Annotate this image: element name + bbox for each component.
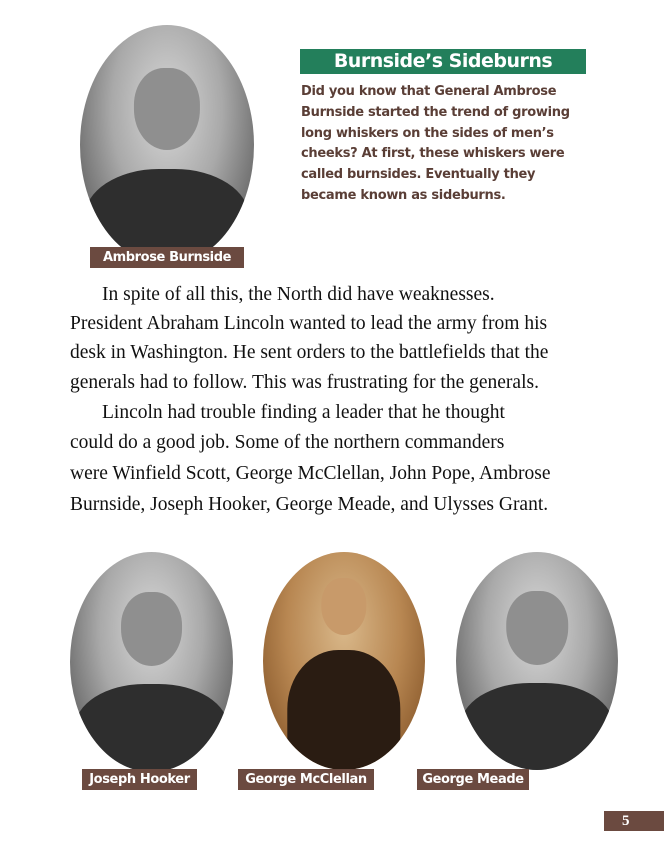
portrait-uniform: [287, 650, 400, 770]
sidebar-line: cheeks? At first, these whiskers were: [301, 146, 565, 162]
body-text-line: were Winfield Scott, George McClellan, John Pope, Ambrose: [70, 463, 551, 484]
caption-ambrose-burnside: Ambrose Burnside: [90, 247, 244, 268]
portrait-uniform: [460, 683, 614, 770]
caption-george-meade: George Meade: [417, 769, 529, 790]
portrait-head: [134, 68, 200, 150]
portrait-head: [321, 578, 366, 635]
page-number: 5: [604, 811, 664, 831]
sidebar-line: long whiskers on the sides of men’s: [301, 125, 554, 141]
sidebar-title: Burnside’s Sideburns: [300, 49, 586, 74]
sidebar-line: Burnside started the trend of growing: [301, 104, 570, 120]
caption-joseph-hooker: Joseph Hooker: [82, 769, 197, 790]
sidebar-text: [301, 82, 601, 207]
portrait-george-meade: [456, 552, 618, 770]
sidebar-line: became known as sideburns.: [301, 187, 506, 203]
body-text-line: In spite of all this, the North did have weaknesses.: [102, 284, 495, 305]
portrait-head: [506, 591, 568, 665]
body-text-line: could do a good job. Some of the northern commanders: [70, 432, 505, 453]
portrait-head: [121, 592, 183, 667]
sidebar-line: called burnsides. Eventually they: [301, 167, 536, 183]
portrait-joseph-hooker: [70, 552, 233, 772]
body-text-line: Lincoln had trouble finding a leader that he thought: [102, 402, 505, 423]
portrait-ambrose-burnside: [80, 25, 254, 265]
portrait-george-mcclellan: [263, 552, 425, 770]
caption-george-mcclellan: George McClellan: [238, 769, 374, 790]
body-text-line: Burnside, Joseph Hooker, George Meade, and Ulysses Grant.: [70, 494, 549, 515]
sidebar-line: Did you know that General Ambrose: [301, 84, 557, 99]
portrait-uniform: [74, 684, 229, 772]
body-text-line: generals had to follow. This was frustrating for the generals.: [70, 372, 539, 393]
body-text-line: President Abraham Lincoln wanted to lead the army from his: [70, 313, 548, 334]
body-text-line: desk in Washington. He sent orders to the battlefields that the: [70, 342, 549, 363]
